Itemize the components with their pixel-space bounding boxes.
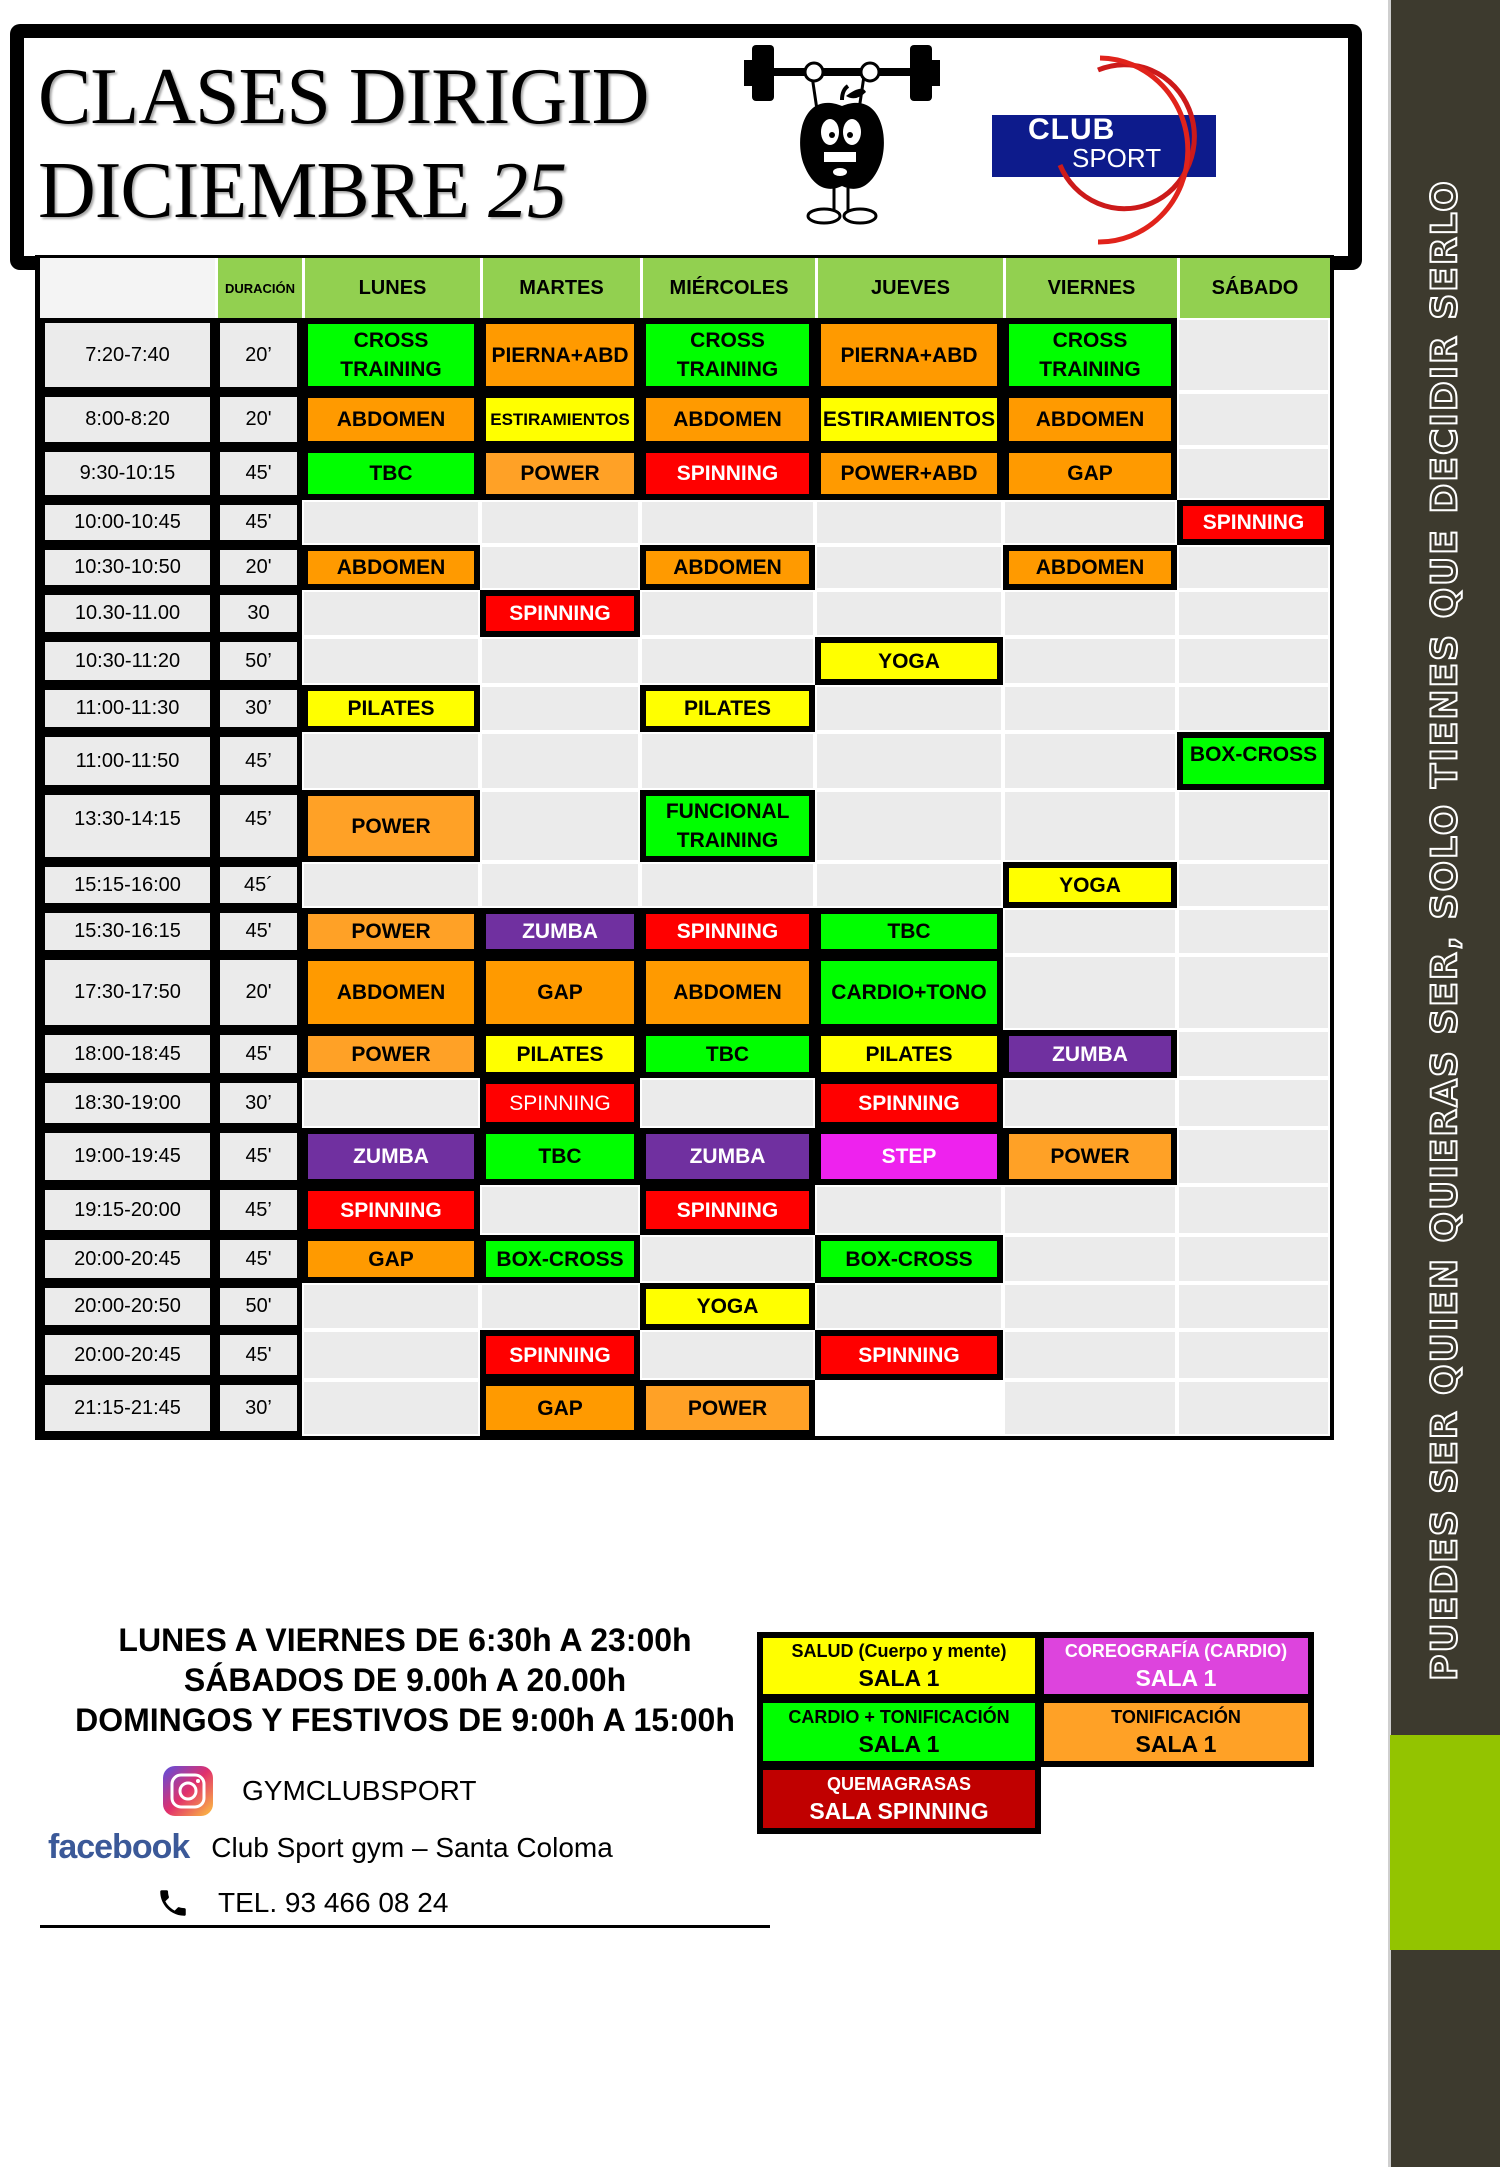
empty-slot [640,732,815,790]
class-lunes[interactable]: ABDOMEN [302,955,480,1030]
time-slot: 10:30-10:50 [40,545,215,590]
empty-slot [1177,1030,1330,1078]
legend-category: TONIFICACIÓN [1111,1707,1241,1727]
duration: 20’ [215,318,302,392]
class-viernes[interactable]: CROSS TRAINING [1003,318,1177,392]
title-month: DICIEMBRE [38,147,488,235]
class-jueves[interactable]: BOX-CROSS [815,1235,1003,1283]
empty-slot [1177,685,1330,732]
empty-slot [1003,1185,1177,1235]
empty-slot [480,637,640,685]
instagram-icon [162,1765,214,1817]
empty-slot [302,590,480,637]
empty-slot [1177,318,1330,392]
duration: 20' [215,545,302,590]
legend-item [757,1764,1041,1834]
duration: 50' [215,1283,302,1330]
time-slot: 10:30-11:20 [40,637,215,685]
facebook-logo: facebook [48,1828,190,1866]
empty-slot [480,790,640,862]
duration: 30’ [215,1078,302,1128]
empty-slot [1003,685,1177,732]
legend-item [1038,1632,1314,1700]
duration: 45’ [215,790,302,862]
sidebar-slogan [1389,170,1500,1690]
page-title [38,50,648,238]
empty-slot [480,545,640,590]
phone-row[interactable] [156,1886,448,1920]
legend-room: SALA 1 [1135,1665,1217,1691]
empty-slot [815,545,1003,590]
class-jueves[interactable]: TBC [815,908,1003,955]
class-jueves[interactable]: STEP [815,1128,1003,1185]
class-lunes[interactable]: ZUMBA [302,1128,480,1185]
class-miercoles[interactable]: ABDOMEN [640,955,815,1030]
time-slot: 11:00-11:30 [40,685,215,732]
empty-slot [302,1380,480,1436]
duration: 45' [215,1235,302,1283]
phone-icon [156,1886,190,1920]
empty-slot [815,1380,1003,1436]
empty-slot [640,1235,815,1283]
contact-divider [40,1925,770,1928]
empty-slot [480,1283,640,1330]
empty-slot [815,790,1003,862]
table-top-border [35,255,1334,258]
empty-slot [302,732,480,790]
empty-slot [1003,1283,1177,1330]
empty-slot [815,685,1003,732]
column-header-lunes: LUNES [302,258,480,318]
class-lunes[interactable]: POWER [302,908,480,955]
legend-item [757,1697,1041,1767]
duration: 30 [215,590,302,637]
empty-slot [640,1330,815,1380]
empty-slot [815,500,1003,545]
empty-slot [1177,955,1330,1030]
empty-slot [480,1185,640,1235]
empty-slot [1177,545,1330,590]
time-slot: 11:00-11:50 [40,732,215,790]
empty-slot [1177,1235,1330,1283]
class-miercoles[interactable]: PILATES [640,685,815,732]
duration: 20' [215,392,302,447]
class-viernes[interactable]: POWER [1003,1128,1177,1185]
sidebar-accent-block [1390,1735,1500,1950]
empty-slot [640,862,815,908]
empty-slot [1177,862,1330,908]
logo-text-sport: SPORT [1072,143,1162,173]
table-right-border [1330,258,1334,1439]
hours-sundays-holidays: DOMINGOS Y FESTIVOS DE 9:00h A 15:00h [75,1702,735,1738]
time-slot: 17:30-17:50 [40,955,215,1030]
phone-number: TEL. 93 466 08 24 [218,1887,449,1918]
table-bottom-border [35,1436,1334,1440]
empty-slot [302,500,480,545]
class-viernes[interactable]: GAP [1003,447,1177,500]
time-slot: 8:00-8:20 [40,392,215,447]
class-lunes[interactable]: ABDOMEN [302,392,480,447]
duration: 50’ [215,637,302,685]
class-miercoles[interactable]: SPINNING [640,447,815,500]
club-sport-logo [990,55,1220,245]
empty-slot [1177,637,1330,685]
class-jueves[interactable]: SPINNING [815,1078,1003,1128]
class-martes[interactable]: SPINNING [480,1330,640,1380]
time-slot: 9:30-10:15 [40,447,215,500]
empty-slot [302,1330,480,1380]
empty-slot [480,500,640,545]
class-jueves[interactable]: PILATES [815,1030,1003,1078]
class-lunes[interactable]: CROSS TRAINING [302,318,480,392]
title-line-2 [38,144,648,238]
class-martes[interactable]: GAP [480,1380,640,1436]
empty-slot [815,1185,1003,1235]
legend-category: CARDIO + TONIFICACIÓN [788,1707,1010,1727]
class-miercoles[interactable]: SPINNING [640,908,815,955]
duration: 30’ [215,1380,302,1436]
class-miercoles[interactable]: SPINNING [640,1185,815,1235]
duration: 45' [215,500,302,545]
class-lunes[interactable]: GAP [302,1235,480,1283]
time-slot: 20:00-20:45 [40,1330,215,1380]
table-left-border [35,258,40,1436]
empty-slot [1003,908,1177,955]
class-lunes[interactable]: TBC [302,447,480,500]
legend-item [757,1632,1041,1700]
duration: 20' [215,955,302,1030]
empty-slot [302,1283,480,1330]
legend-category: QUEMAGRASAS [826,1774,971,1794]
class-martes[interactable]: POWER [480,447,640,500]
empty-slot [640,637,815,685]
time-slot: 19:15-20:00 [40,1185,215,1235]
empty-slot [1177,790,1330,862]
empty-slot [1003,500,1177,545]
empty-slot [815,862,1003,908]
class-jueves[interactable]: CARDIO+TONO [815,955,1003,1030]
class-lunes[interactable]: ABDOMEN [302,545,480,590]
slogan-text: PUEDES SER QUIEN QUIERAS SER, SOLO TIENES QUE DECIDIR SERLO [1424,179,1466,1681]
duration: 45' [215,908,302,955]
empty-slot [815,590,1003,637]
time-slot: 21:15-21:45 [40,1380,215,1436]
class-miercoles[interactable]: YOGA [640,1283,815,1330]
empty-slot [815,1283,1003,1330]
column-header-sabado: SÁBADO [1177,258,1330,318]
class-viernes[interactable]: YOGA [1003,862,1177,908]
column-header-viernes: VIERNES [1003,258,1177,318]
duration: 45’ [215,1185,302,1235]
empty-slot [302,637,480,685]
time-slot: 15:15-16:00 [40,862,215,908]
time-slot: 10.30-11.00 [40,590,215,637]
empty-slot [1177,1330,1330,1380]
time-slot: 19:00-19:45 [40,1128,215,1185]
empty-slot [1177,392,1330,447]
duration: 45' [215,447,302,500]
class-jueves[interactable]: YOGA [815,637,1003,685]
time-slot: 10:00-10:45 [40,500,215,545]
header-corner [40,258,215,318]
empty-slot [640,1078,815,1128]
empty-slot [302,862,480,908]
duration: 45´ [215,862,302,908]
facebook-row[interactable] [48,1828,613,1867]
legend-category: COREOGRAFÍA (CARDIO) [1064,1641,1288,1661]
class-lunes[interactable]: SPINNING [302,1185,480,1235]
class-martes[interactable]: BOX-CROSS [480,1235,640,1283]
opening-hours [40,1620,770,1740]
empty-slot [815,732,1003,790]
class-martes[interactable]: GAP [480,955,640,1030]
class-miercoles[interactable]: FUNCIONAL TRAINING [640,790,815,862]
apple-weightlifter-icon [742,40,942,230]
color-legend [757,1632,1315,1824]
class-lunes[interactable]: POWER [302,790,480,862]
time-slot: 15:30-16:15 [40,908,215,955]
class-martes[interactable]: ZUMBA [480,908,640,955]
empty-slot [1003,955,1177,1030]
duration: 45' [215,1330,302,1380]
instagram-handle: GYMCLUBSPORT [242,1775,477,1806]
empty-slot [302,1078,480,1128]
class-miercoles[interactable]: ZUMBA [640,1128,815,1185]
duration: 30’ [215,685,302,732]
legend-item [1038,1697,1314,1767]
class-lunes[interactable]: PILATES [302,685,480,732]
empty-slot [1003,1380,1177,1436]
class-sabado[interactable]: SPINNING [1177,500,1330,545]
column-header-miercoles: MIÉRCOLES [640,258,815,318]
facebook-page-name: Club Sport gym – Santa Coloma [211,1831,613,1863]
time-slot: 18:30-19:00 [40,1078,215,1128]
time-slot: 7:20-7:40 [40,318,215,392]
title-line-1: CLASES DIRIGID [38,53,649,141]
empty-slot [1003,1235,1177,1283]
column-header-martes: MARTES [480,258,640,318]
class-viernes[interactable]: ZUMBA [1003,1030,1177,1078]
empty-slot [480,685,640,732]
column-header-duracion: DURACIÓN [215,258,302,318]
empty-slot [1177,1283,1330,1330]
legend-room: SALA 1 [1135,1731,1217,1757]
empty-slot [1003,637,1177,685]
time-slot: 20:00-20:45 [40,1235,215,1283]
class-sabado[interactable]: BOX-CROSS [1177,732,1330,790]
empty-slot [1003,732,1177,790]
class-jueves[interactable]: ESTIRAMIENTOS [815,392,1003,447]
duration: 45' [215,1030,302,1078]
instagram-row[interactable] [162,1765,476,1817]
empty-slot [480,732,640,790]
class-miercoles[interactable]: ABDOMEN [640,545,815,590]
column-header-jueves: JUEVES [815,258,1003,318]
class-lunes[interactable]: POWER [302,1030,480,1078]
legend-room: SALA 1 [858,1731,940,1757]
empty-slot [1177,908,1330,955]
time-slot: 13:30-14:15 [40,790,215,862]
duration: 45' [215,1128,302,1185]
empty-slot [1003,590,1177,637]
empty-slot [1177,1380,1330,1436]
time-slot: 20:00-20:50 [40,1283,215,1330]
class-martes[interactable]: PIERNA+ABD [480,318,640,392]
class-miercoles[interactable]: POWER [640,1380,815,1436]
class-martes[interactable]: PILATES [480,1030,640,1078]
class-miercoles[interactable]: TBC [640,1030,815,1078]
class-martes[interactable]: ESTIRAMIENTOS [480,392,640,447]
hours-weekdays: LUNES A VIERNES DE 6:30h A 23:00h [118,1622,692,1658]
empty-slot [1003,1330,1177,1380]
title-year: 25 [488,147,566,235]
class-jueves[interactable]: SPINNING [815,1330,1003,1380]
class-miercoles[interactable]: CROSS TRAINING [640,318,815,392]
duration: 45’ [215,732,302,790]
class-viernes[interactable]: ABDOMEN [1003,392,1177,447]
class-martes[interactable]: SPINNING [480,590,640,637]
class-martes[interactable]: SPINNING [480,1078,640,1128]
class-viernes[interactable]: ABDOMEN [1003,545,1177,590]
class-miercoles[interactable]: ABDOMEN [640,392,815,447]
empty-slot [1177,1185,1330,1235]
logo-text-club: CLUB [1028,113,1116,146]
hours-saturdays: SÁBADOS DE 9.00h A 20.00h [183,1662,627,1698]
empty-slot [1003,790,1177,862]
empty-slot [640,500,815,545]
empty-slot [1177,590,1330,637]
class-martes[interactable]: TBC [480,1128,640,1185]
empty-slot [640,590,815,637]
empty-slot [1177,1128,1330,1185]
legend-room: SALA 1 [858,1665,940,1691]
legend-category: SALUD (Cuerpo y mente) [791,1641,1007,1661]
empty-slot [480,862,640,908]
empty-slot [1177,1078,1330,1128]
class-jueves[interactable]: POWER+ABD [815,447,1003,500]
class-jueves[interactable]: PIERNA+ABD [815,318,1003,392]
time-slot: 18:00-18:45 [40,1030,215,1078]
legend-room: SALA SPINNING [809,1798,989,1824]
empty-slot [1003,1078,1177,1128]
empty-slot [1177,447,1330,500]
